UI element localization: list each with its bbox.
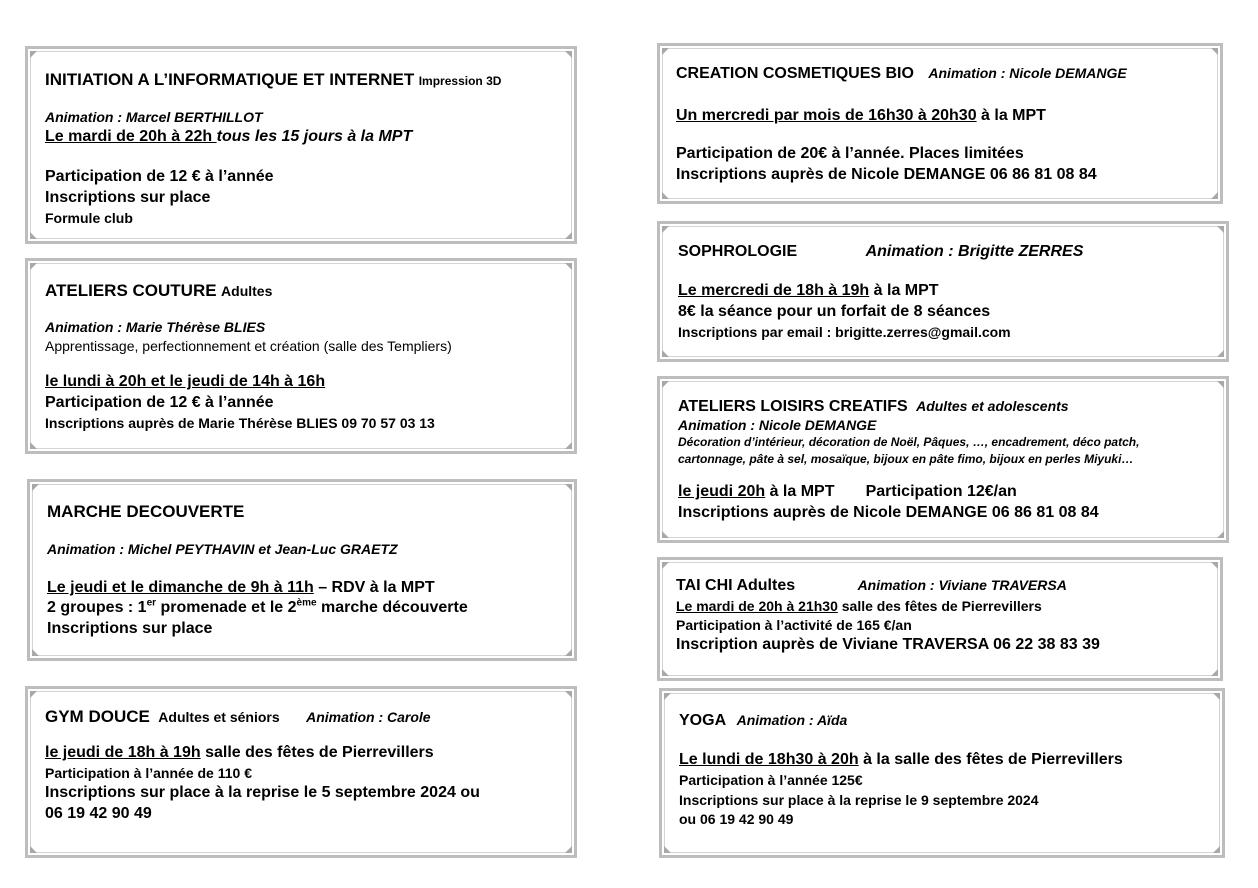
animation-text: Animation : Brigitte ZERRES xyxy=(865,243,1084,260)
description-text: Apprentissage, perfectionnement et création (salle des Templiers) xyxy=(45,338,452,354)
schedule-rest: à la MPT xyxy=(976,107,1046,124)
inscriptions-text: Inscriptions sur place xyxy=(45,189,211,206)
phone-text: ou 06 19 42 90 49 xyxy=(679,811,794,827)
schedule-text xyxy=(47,579,435,597)
formule-text: Formule club xyxy=(45,210,133,226)
inscriptions-text: Inscriptions sur place xyxy=(47,620,213,637)
animation-text: Animation : Carole xyxy=(306,709,431,725)
title-text: YOGA xyxy=(679,712,727,729)
card-marche xyxy=(27,479,577,661)
schedule-underlined: Le lundi de 18h30 à 20h xyxy=(679,751,859,768)
title-text: TAI CHI Adultes xyxy=(676,577,796,594)
schedule-underlined: le jeudi de 18h à 19h xyxy=(45,744,201,761)
card-loisirs-creatifs xyxy=(657,376,1229,543)
card-title xyxy=(676,65,1127,83)
participation-text: Participation à l’année 125€ xyxy=(679,772,863,788)
card-gym-douce xyxy=(25,686,577,858)
schedule-underlined: le jeudi 20h xyxy=(678,483,766,500)
schedule-underlined: Le mardi de 20h à 22h xyxy=(45,128,217,145)
inscriptions-text: Inscriptions auprès de Nicole DEMANGE 06 86 81 08 84 xyxy=(676,166,1097,183)
schedule-rest: à la MPT Participation 12€/an xyxy=(765,483,1017,500)
schedule-rest: tous les 15 jours à la MPT xyxy=(216,128,413,145)
title-suffix: Adultes et adolescents xyxy=(916,398,1069,414)
price-text: 8€ la séance pour un forfait de 8 séances xyxy=(678,303,991,320)
phone-text: 06 19 42 90 49 xyxy=(45,805,152,822)
schedule-text: le lundi à 20h et le jeudi de 14h à 16h xyxy=(45,373,326,390)
description-line-1: Décoration d’intérieur, décoration de Noël, Pâques, …, encadrement, déco patch, xyxy=(678,435,1140,449)
card-title xyxy=(45,281,272,301)
title-text: CREATION COSMETIQUES BIO xyxy=(676,65,914,82)
participation-text: Participation de 12 € à l’année xyxy=(45,394,274,411)
schedule-rest: – RDV à la MPT xyxy=(313,579,435,596)
animation-text: Animation : Marie Thérèse BLIES xyxy=(45,319,266,335)
groups-sup: er xyxy=(146,597,157,609)
groups-text xyxy=(47,599,468,617)
card-cosmetiques xyxy=(657,43,1223,204)
card-yoga xyxy=(659,688,1225,858)
inscriptions-text: Inscriptions sur place à la reprise le 5 septembre 2024 ou xyxy=(45,784,480,801)
schedule-underlined: Le mercredi de 18h à 19h xyxy=(678,282,870,299)
card-informatique xyxy=(25,46,577,244)
inscriptions-text: Inscriptions auprès de Nicole DEMANGE 06 86 81 08 84 xyxy=(678,504,1099,521)
card-couture xyxy=(25,258,577,454)
title-suffix: Impression 3D xyxy=(418,74,502,88)
participation-text: Participation de 12 € à l’année xyxy=(45,168,274,185)
participation-text: Participation de 20€ à l’année. Places limitées xyxy=(676,145,1024,162)
inscriptions-text: Inscriptions auprès de Marie Thérèse BLIES 09 70 57 03 13 xyxy=(45,415,435,431)
title-suffix: Adultes xyxy=(221,283,273,299)
schedule-rest: à la MPT xyxy=(869,282,939,299)
animation-text: Animation : Viviane TRAVERSA xyxy=(857,577,1067,593)
schedule-text xyxy=(45,744,434,762)
animation-text: Animation : Nicole DEMANGE xyxy=(678,417,877,433)
schedule-rest: à la salle des fêtes de Pierrevillers xyxy=(858,751,1123,768)
groups-sup: ème xyxy=(296,597,317,609)
title-text: SOPHROLOGIE xyxy=(678,243,798,260)
schedule-text xyxy=(679,751,1123,769)
inscriptions-text: Inscriptions par email : brigitte.zerres@gmail.com xyxy=(678,324,1011,340)
animation-text: Animation : Nicole DEMANGE xyxy=(928,65,1127,81)
groups-part: promenade et le 2 xyxy=(156,599,297,616)
groups-part: 2 groupes : 1 xyxy=(47,599,147,616)
participation-text: Participation à l’activité de 165 €/an xyxy=(676,617,912,633)
title-text: ATELIERS LOISIRS CREATIFS xyxy=(678,398,908,415)
description-line-2: cartonnage, pâte à sel, mosaïque, bijoux en pâte fimo, bijoux en perles Miyuki… xyxy=(678,452,1134,466)
schedule-text xyxy=(676,598,1042,614)
schedule-underlined: Le jeudi et le dimanche de 9h à 11h xyxy=(47,579,314,596)
card-title xyxy=(679,712,847,730)
schedule-rest: salle des fêtes de Pierrevillers xyxy=(200,744,434,761)
schedule-text xyxy=(676,107,1046,125)
card-title xyxy=(45,707,431,727)
schedule-underlined: Un mercredi par mois de 16h30 à 20h30 xyxy=(676,107,977,124)
schedule-text xyxy=(678,282,939,300)
schedule-text xyxy=(678,483,1017,501)
animation-text: Animation : Aïda xyxy=(736,712,848,728)
title-text: ATELIERS COUTURE xyxy=(45,281,217,300)
title-text: GYM DOUCE xyxy=(45,707,150,726)
participation-text: Participation à l’année de 110 € xyxy=(45,765,252,781)
animation-text: Animation : Michel PEYTHAVIN et Jean-Luc GRAETZ xyxy=(47,541,398,557)
title-text: INITIATION A L’INFORMATIQUE ET INTERNET xyxy=(45,70,415,89)
title-suffix: Adultes et séniors xyxy=(158,709,280,725)
schedule-underlined: Le mardi de 20h à 21h30 xyxy=(676,598,838,614)
card-title xyxy=(678,243,1083,261)
schedule-text xyxy=(45,128,412,146)
card-title xyxy=(678,398,1069,416)
card-title xyxy=(45,70,501,90)
card-title xyxy=(676,577,1067,595)
card-sophrologie xyxy=(657,221,1229,362)
card-title: MARCHE DECOUVERTE xyxy=(47,502,245,521)
groups-part: marche découverte xyxy=(316,599,468,616)
card-tai-chi xyxy=(657,557,1223,681)
animation-text: Animation : Marcel BERTHILLOT xyxy=(45,109,263,125)
inscriptions-text: Inscription auprès de Viviane TRAVERSA 06 22 38 83 39 xyxy=(676,636,1100,653)
inscriptions-text: Inscriptions sur place à la reprise le 9 septembre 2024 xyxy=(679,792,1039,808)
schedule-rest: salle des fêtes de Pierrevillers xyxy=(837,598,1042,614)
